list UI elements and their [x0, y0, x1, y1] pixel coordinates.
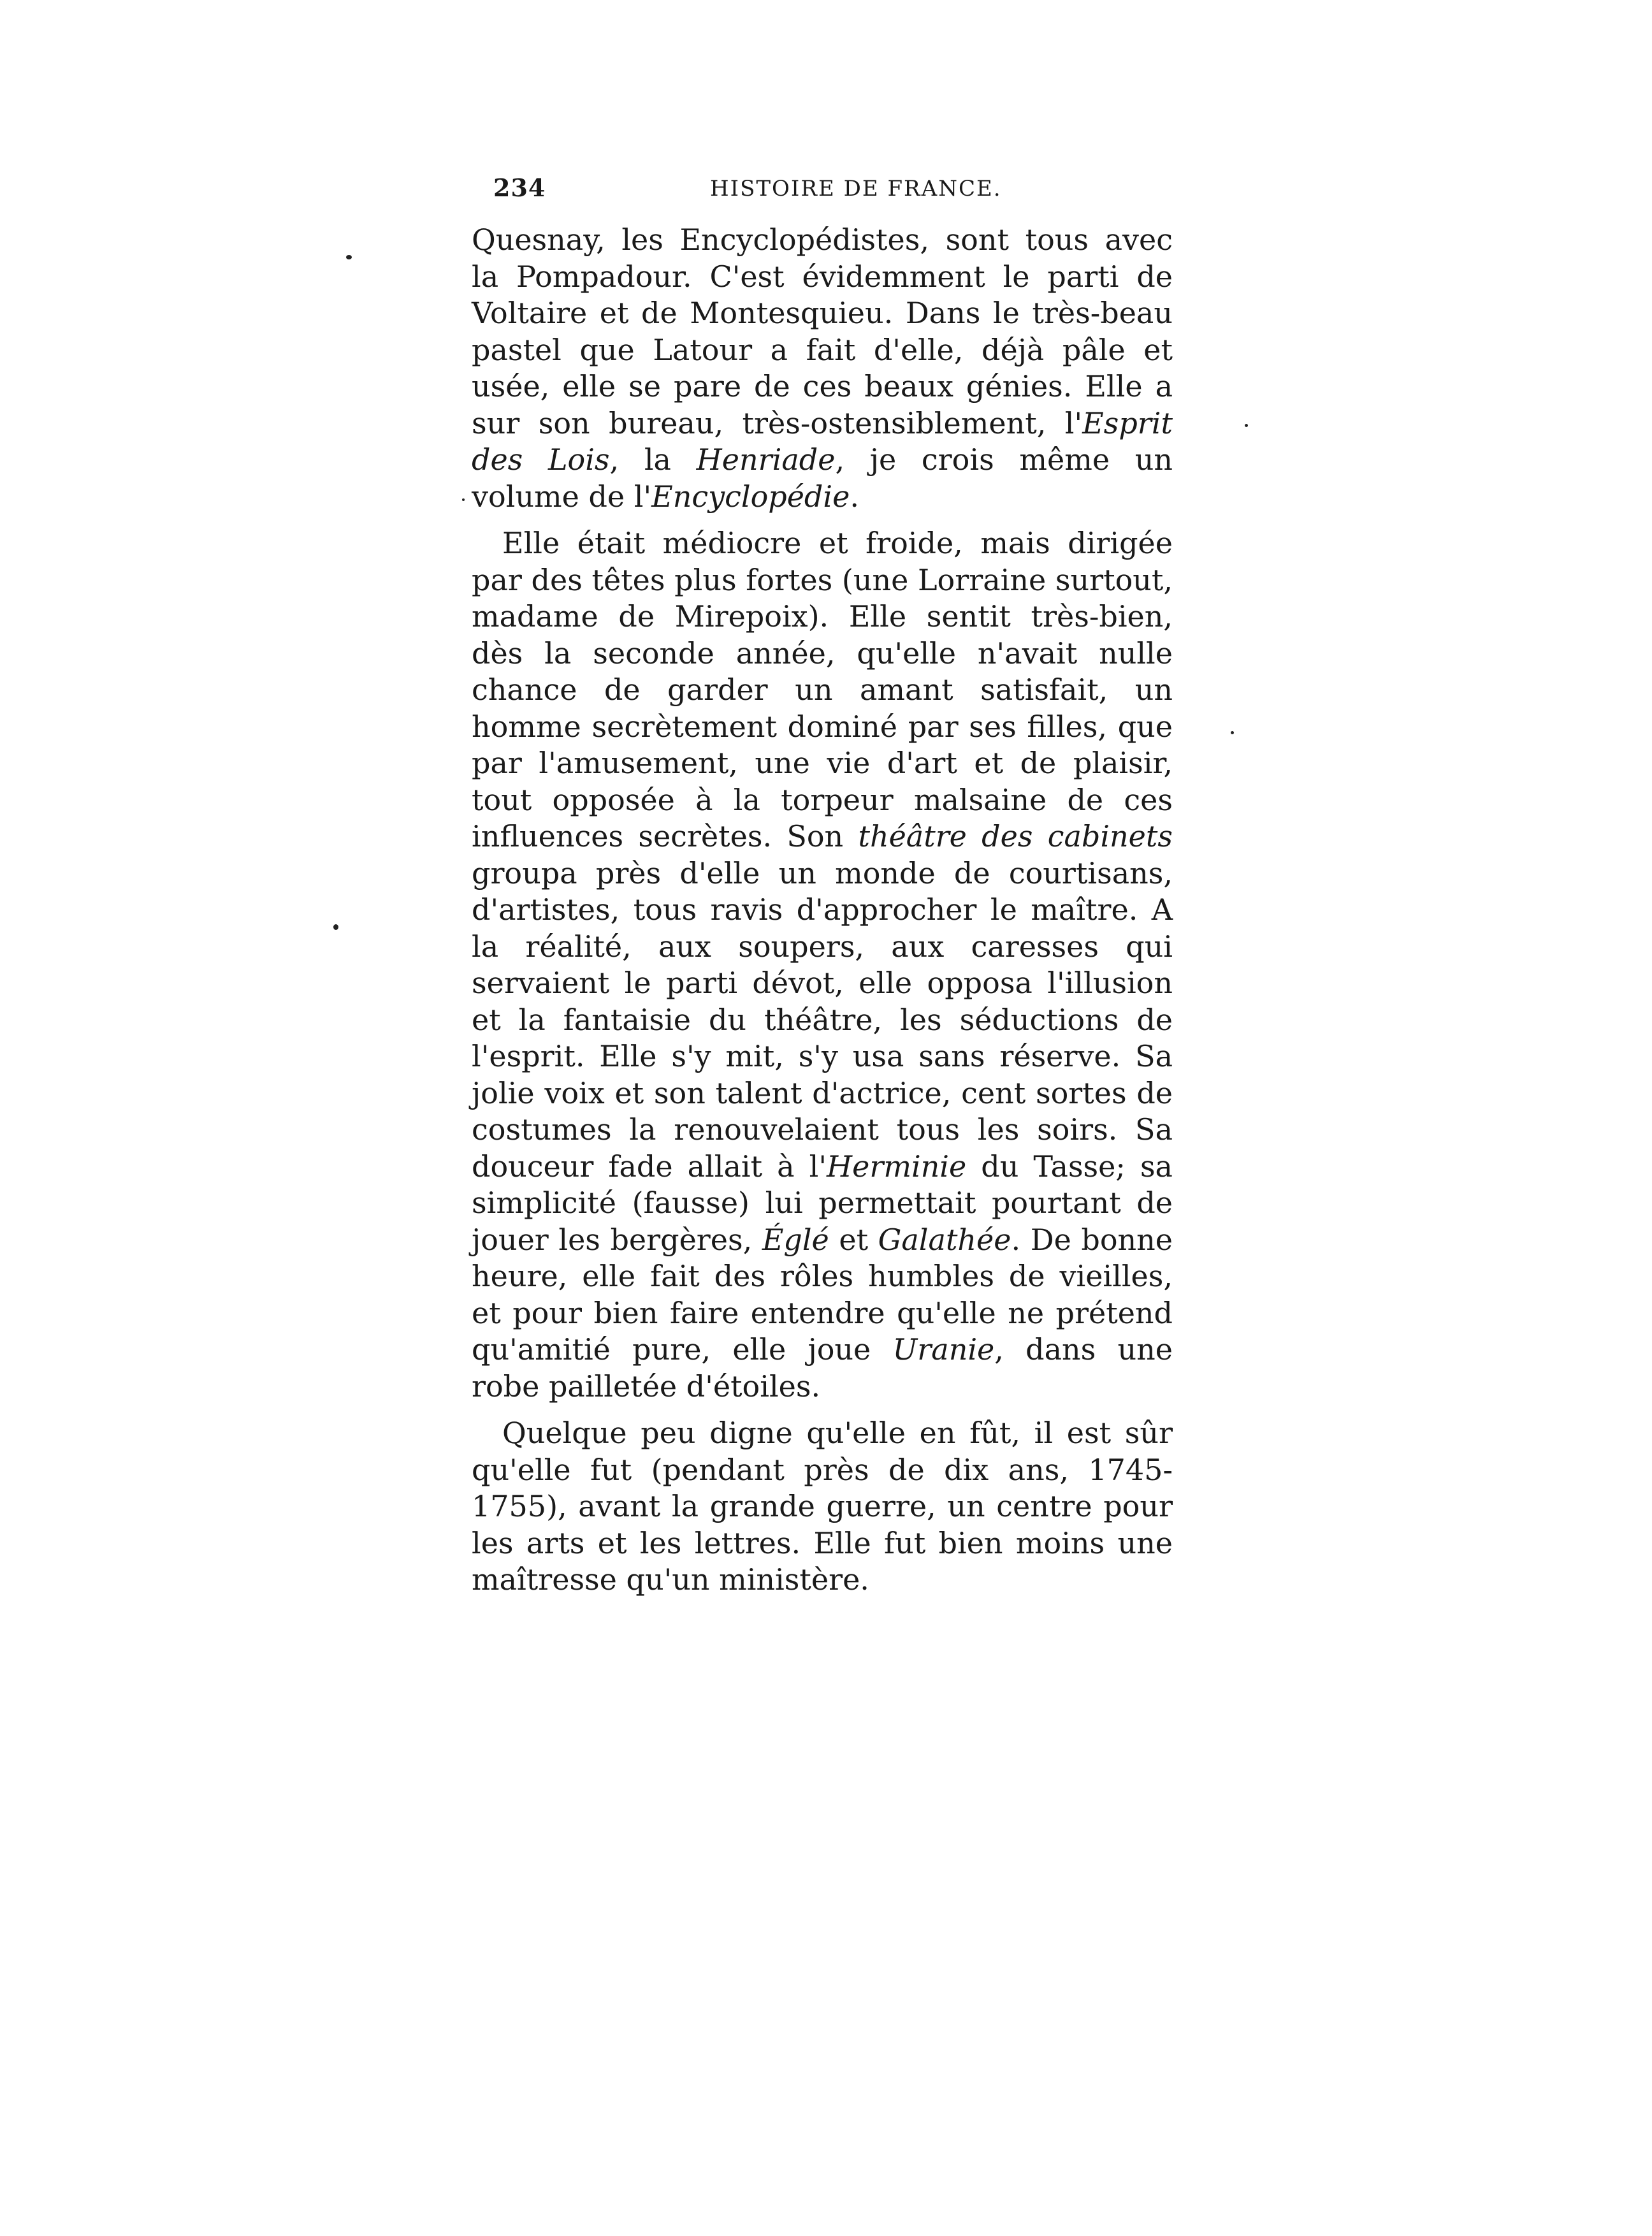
text-run: du Tasse; sa simplicité (fausse) lui permettait pourtant de jouer les bergères, — [472, 1149, 1173, 1257]
text-run: groupa près d'elle un monde de courtisans, d'artistes, tous ravis d'approcher le maître. A la réalité, aux soupers, aux caresses qui servaient le parti dévot, elle opposa l'illusion et la fantaisie du théâtre, les séductions de l'esprit. Elle s'y mit, s'y usa sans réserve. Sa jolie voix et son talent d'actrice, cent sortes de costumes la renouvelaient tous les soirs. Sa douceur fade allait à l' — [472, 855, 1173, 1184]
running-title: HISTOIRE DE FRANCE. — [710, 176, 1002, 201]
text-run: Quelque peu digne qu'elle en fût, il est sûr qu'elle fut (pendant près de dix ans, 1745-1755), avant la grande guerre, un centre pour les arts et les lettres. Elle fut bien moins une maîtresse qu'un ministère. — [472, 1416, 1173, 1597]
italic-title: Herminie — [827, 1149, 967, 1184]
text-run: , je crois même un volume de l' — [472, 442, 1173, 514]
text-run: Quesnay, les Encyclopédistes, sont tous avec la Pompadour. C'est évidemment le parti de Voltaire et de Montesquieu. Dans le très-beau pastel que Latour a fait d'elle, déjà pâle et usée, elle se pare de ces beaux génies. Elle a sur son bureau, très-ostensiblement, l' — [472, 222, 1173, 440]
paragraph-1 — [472, 222, 1173, 515]
italic-title: théâtre des cabinets — [858, 819, 1173, 853]
text-run: . De bonne heure, elle fait des rôles humbles de vieilles, et pour bien faire entendre qu'elle ne prétend qu'amitié pure, elle joue — [472, 1222, 1173, 1367]
scan-speck — [333, 924, 338, 930]
italic-title: Uranie — [892, 1332, 995, 1367]
scan-speck — [1245, 424, 1248, 427]
italic-title: Galathée — [878, 1222, 1011, 1257]
running-head — [493, 173, 1170, 212]
text-run: , dans une robe pailletée d'étoiles. — [472, 1332, 1173, 1404]
italic-title: Églé — [762, 1222, 829, 1257]
text-run: Elle était médiocre et froide, mais dirigée par des têtes plus fortes (une Lorraine surtout, madame de Mirepoix). Elle sentit très-bien, dès la seconde année, qu'elle n'avait nulle chance de garder un amant satisfait, un homme secrètement dominé par ses filles, que par l'amusement, une vie d'art et de plaisir, tout opposée à la torpeur malsaine de ces influences secrètes. Son — [472, 526, 1173, 853]
text-run: , la — [609, 442, 697, 477]
italic-title: Encyclopédie — [651, 479, 850, 514]
italic-title: Esprit des Lois — [472, 405, 1173, 477]
page-number: 234 — [493, 173, 546, 202]
paragraph-2 — [472, 525, 1173, 1405]
scan-speck — [346, 255, 352, 259]
scan-speck — [1231, 731, 1234, 734]
scan-speck — [462, 498, 465, 501]
paragraph-3 — [472, 1415, 1173, 1599]
text-run: . — [850, 479, 859, 514]
italic-title: Henriade — [696, 442, 836, 477]
text-run: et — [829, 1222, 878, 1257]
body-text — [472, 222, 1173, 1609]
